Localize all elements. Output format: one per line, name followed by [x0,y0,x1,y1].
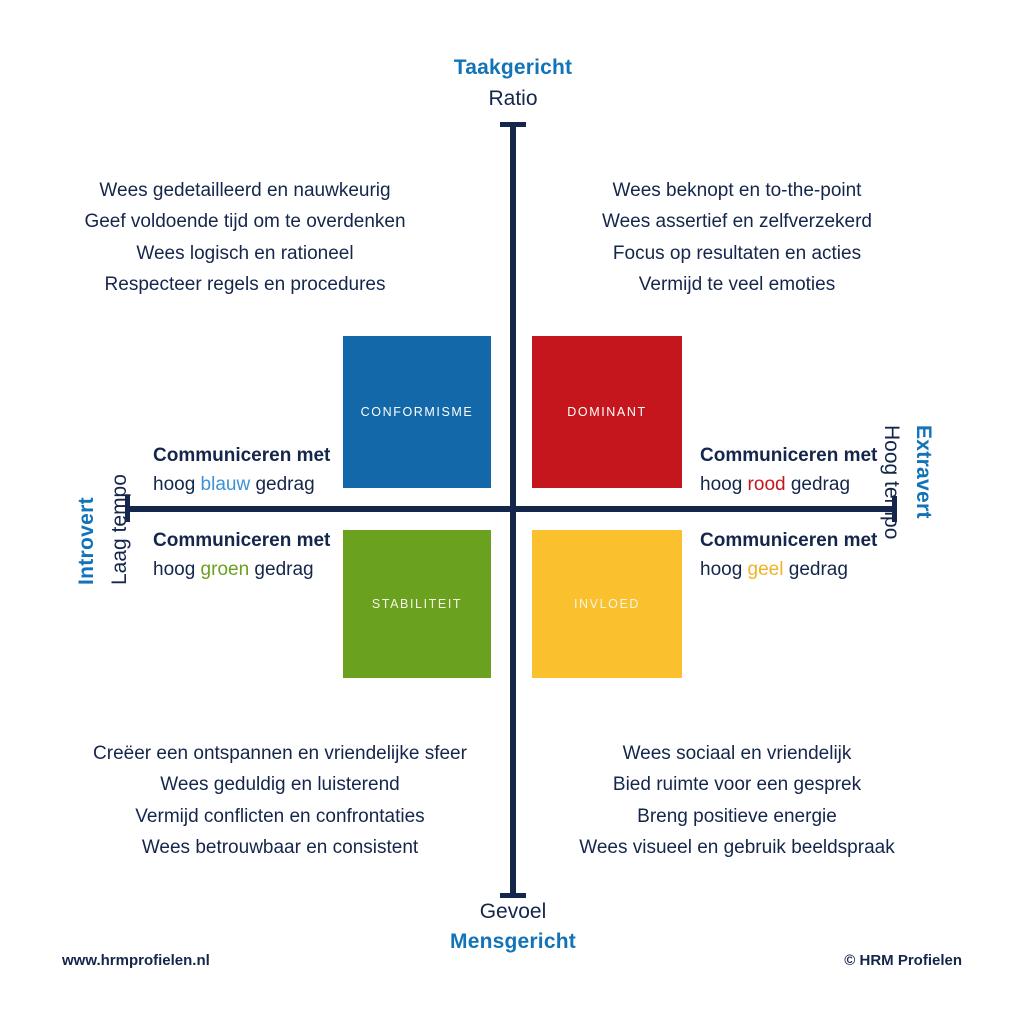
communicate-heading-geel: Communiceren met [700,530,878,551]
communicate-keyword-blauw: blauw [200,473,251,495]
tip-line: Wees beknopt en to-the-point [612,180,862,201]
communicate-block-blauw [153,443,330,497]
tip-line: Wees assertief en zelfverzekerd [602,211,872,233]
tip-line: Wees visueel en gebruik beeldspraak [579,837,895,859]
quadrant-label-stabiliteit: STABILITEIT [371,597,463,611]
communicate-pre-rood: hoog [700,473,748,495]
communicate-block-groen [153,528,330,582]
quadrant-label-dominant: DOMINANT [567,405,647,419]
quadrant-label-invloed: INVLOED [573,597,641,611]
communicate-pre-groen: hoog [153,558,201,580]
quadrant-box-invloed [532,530,682,678]
communicate-heading-blauw: Communiceren met [153,445,331,466]
tip-line: Wees sociaal en vriendelijk [622,743,852,764]
tip-line: Geef voldoende tijd om te overdenken [84,211,406,233]
axis-label-hoog-tempo: Hoog tempo [880,425,903,540]
tips-top-left [35,175,455,300]
communicate-sub-blauw [153,472,330,498]
communicate-pre-blauw: hoog [153,473,201,495]
tip-line: Wees betrouwbaar en consistent [141,837,419,859]
tips-bottom-left [70,738,490,863]
tip-line: Breng positieve energie [637,805,837,827]
communicate-sub-groen [153,557,330,583]
communicate-heading-groen: Communiceren met [153,530,331,551]
tips-top-right [527,175,947,300]
footer-website[interactable]: www.hrmprofielen.nl [62,952,210,969]
quadrant-box-stabiliteit [343,530,491,678]
communicate-sub-rood [700,472,877,498]
footer-copyright: © HRM Profielen [844,952,962,969]
tip-line: Creëer een ontspannen en vriendelijke sfeer [93,743,467,764]
communicate-keyword-geel: geel [747,558,784,580]
communicate-heading-rood: Communiceren met [700,445,878,466]
communicate-sub-geel [700,557,877,583]
communicate-keyword-rood: rood [747,473,786,495]
axis-label-gevoel: Gevoel [479,900,547,923]
tip-line: Vermijd conflicten en confrontaties [135,805,425,827]
quadrant-box-conformisme [343,336,491,488]
tip-line: Respecteer regels en procedures [104,274,386,296]
tip-line: Wees geduldig en luisterend [160,774,400,796]
communicate-post-rood: gedrag [785,473,851,495]
axis-label-mensgericht: Mensgericht [450,930,576,953]
quadrant-label-conformisme: CONFORMISME [360,405,474,419]
axis-label-extravert: Extravert [912,425,935,519]
axis-label-ratio: Ratio [488,87,538,110]
axis-cap-bottom [500,893,526,898]
communicate-block-geel [700,528,877,582]
communicate-pre-geel: hoog [700,558,748,580]
tip-line: Vermijd te veel emoties [638,274,836,296]
axis-cap-top [500,122,526,127]
communicate-block-rood [700,443,877,497]
axis-label-bottom [363,900,663,954]
communicate-keyword-groen: groen [200,558,250,580]
tip-line: Wees gedetailleerd en nauwkeurig [99,180,391,201]
axis-label-top [363,56,663,111]
tips-bottom-right [527,738,947,863]
tip-line: Wees logisch en rationeel [136,242,354,264]
tip-line: Focus op resultaten en acties [612,242,862,264]
communicate-post-geel: gedrag [783,558,848,580]
communicate-post-groen: gedrag [249,558,314,580]
tip-line: Bied ruimte voor een gesprek [612,774,862,796]
axis-label-introvert: Introvert [75,497,98,585]
horizontal-axis [125,506,897,512]
quadrant-box-dominant [532,336,682,488]
communicate-post-blauw: gedrag [250,473,315,495]
axis-label-laag-tempo: Laag tempo [108,474,131,585]
axis-label-taakgericht: Taakgericht [453,56,573,79]
